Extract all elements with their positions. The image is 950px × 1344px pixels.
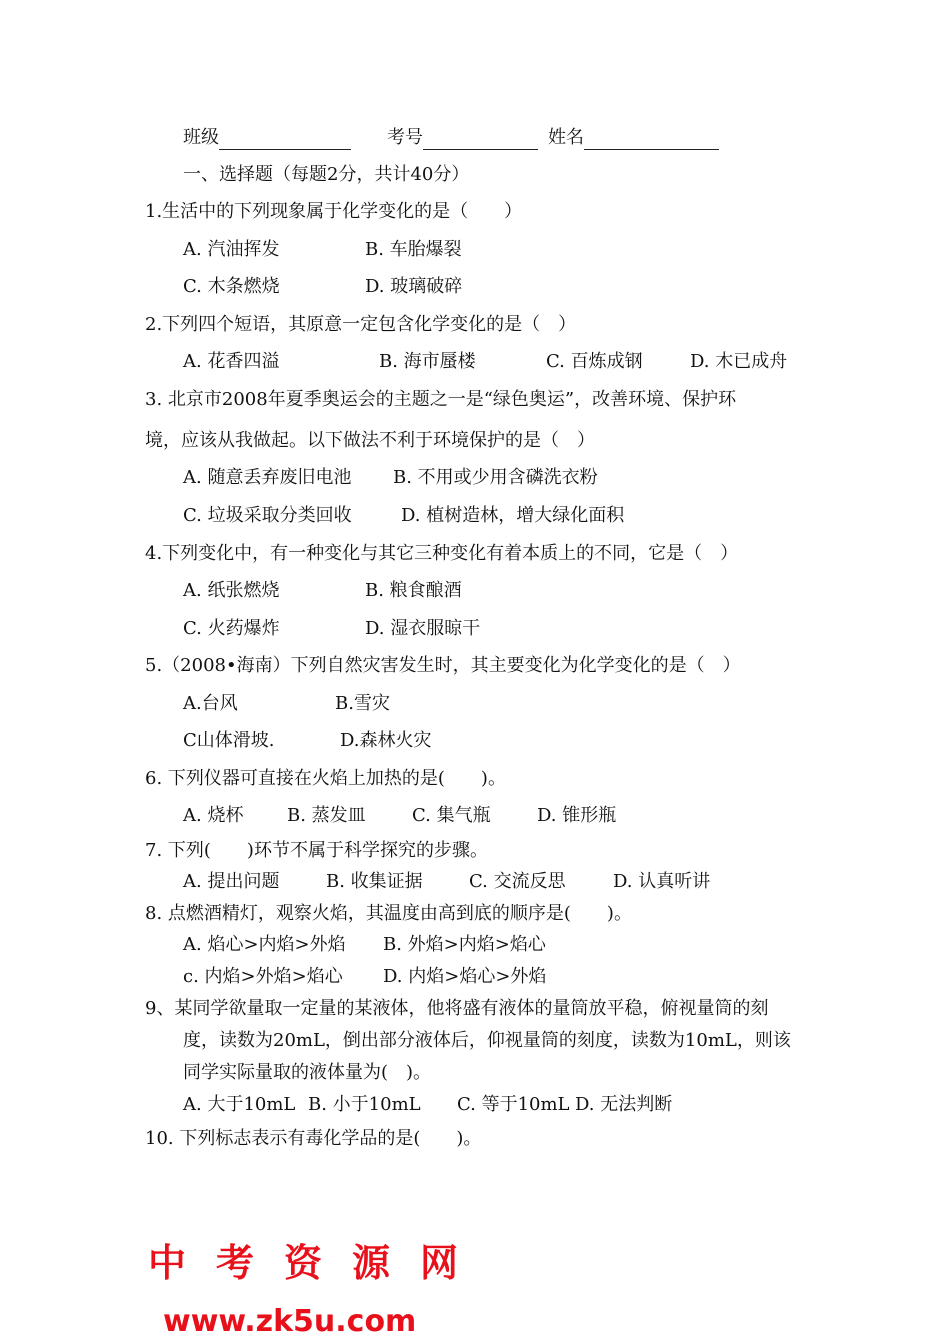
option: A.台风 xyxy=(183,693,238,714)
option: A. 焰心>内焰>外焰 xyxy=(183,934,346,955)
question-10-stem: 10. 下列标志表示有毒化学品的是( )。 xyxy=(145,1128,482,1149)
option: c. 内焰>外焰>焰心 xyxy=(183,966,343,987)
option: D.森林火灾 xyxy=(340,730,432,751)
option: C山体滑坡. xyxy=(183,730,275,751)
question-6-stem: 6. 下列仪器可直接在火焰上加热的是( )。 xyxy=(145,768,506,789)
option: C. 木条燃烧 xyxy=(183,276,280,297)
question-3-stem-line1: 3. 北京市2008年夏季奥运会的主题之一是“绿色奥运”，改善环境、保护环 xyxy=(145,389,737,410)
question-4-stem: 4.下列变化中，有一种变化与其它三种变化有着本质上的不同，它是（ ） xyxy=(145,543,739,564)
option: A. 随意丢弃废旧电池 xyxy=(183,467,352,488)
option: A. 提出问题 xyxy=(183,871,280,892)
option: D. 内焰>焰心>外焰 xyxy=(383,966,547,987)
option: D. 无法判断 xyxy=(575,1094,673,1115)
option: B. 车胎爆裂 xyxy=(365,239,462,260)
option: A. 烧杯 xyxy=(183,805,244,826)
option: A. 纸张燃烧 xyxy=(183,580,280,601)
name-blank[interactable] xyxy=(584,129,719,150)
section-title: 一、选择题（每题2分，共计40分） xyxy=(183,164,470,185)
question-3-stem-line2: 境，应该从我做起。以下做法不利于环境保护的是（ ） xyxy=(145,430,595,451)
question-5-stem: 5.（2008•海南）下列自然灾害发生时，其主要变化为化学变化的是（ ） xyxy=(145,655,741,676)
option: C. 交流反思 xyxy=(469,871,566,892)
option: D. 锥形瓶 xyxy=(537,805,617,826)
option: C. 垃圾采取分类回收 xyxy=(183,505,352,526)
option: B. 不用或少用含磷洗衣粉 xyxy=(393,467,598,488)
option: C. 集气瓶 xyxy=(412,805,491,826)
class-blank[interactable] xyxy=(219,129,351,150)
question-9-stem-line2: 度，读数为20mL，倒出部分液体后，仰视量筒的刻度，读数为10mL，则该 xyxy=(183,1030,791,1051)
option: C. 等于10mL xyxy=(457,1094,570,1115)
option: B. 收集证据 xyxy=(326,871,423,892)
header-row xyxy=(183,126,755,150)
option: C. 百炼成钢 xyxy=(546,351,643,372)
option: B. 外焰>内焰>焰心 xyxy=(383,934,546,955)
watermark-url[interactable]: www.zk5u.com xyxy=(163,1304,417,1339)
exam-no-blank[interactable] xyxy=(423,129,538,150)
option: A. 花香四溢 xyxy=(183,351,280,372)
watermark-title: 中考资源网 xyxy=(148,1240,489,1285)
option: D. 湿衣服晾干 xyxy=(365,618,481,639)
option: A. 汽油挥发 xyxy=(183,239,280,260)
question-8-stem: 8. 点燃酒精灯，观察火焰，其温度由高到底的顺序是( )。 xyxy=(145,903,632,924)
option: D. 木已成舟 xyxy=(690,351,788,372)
question-9-stem-line3: 同学实际量取的液体量为( )。 xyxy=(183,1062,432,1083)
option: D. 玻璃破碎 xyxy=(365,276,463,297)
option: C. 火药爆炸 xyxy=(183,618,280,639)
option: D. 植树造林，增大绿化面积 xyxy=(401,505,625,526)
question-7-stem: 7. 下列( )环节不属于科学探究的步骤。 xyxy=(145,840,488,861)
option: D. 认真听讲 xyxy=(613,871,711,892)
option: B. 海市蜃楼 xyxy=(379,351,476,372)
name-label: 姓名 xyxy=(548,127,584,148)
option: B.雪灾 xyxy=(335,693,390,714)
option: B. 粮食酿酒 xyxy=(365,580,462,601)
exam-no-label: 考号 xyxy=(387,127,423,148)
option: B. 蒸发皿 xyxy=(287,805,366,826)
option: A. 大于10mL xyxy=(183,1094,296,1115)
question-9-stem-line1: 9、某同学欲量取一定量的某液体，他将盛有液体的量筒放平稳，俯视量筒的刻 xyxy=(145,998,769,1019)
class-label: 班级 xyxy=(183,127,219,148)
question-2-stem: 2.下列四个短语，其原意一定包含化学变化的是（ ） xyxy=(145,314,577,335)
question-1-stem: 1.生活中的下列现象属于化学变化的是（ ） xyxy=(145,201,523,222)
option: B. 小于10mL xyxy=(308,1094,421,1115)
